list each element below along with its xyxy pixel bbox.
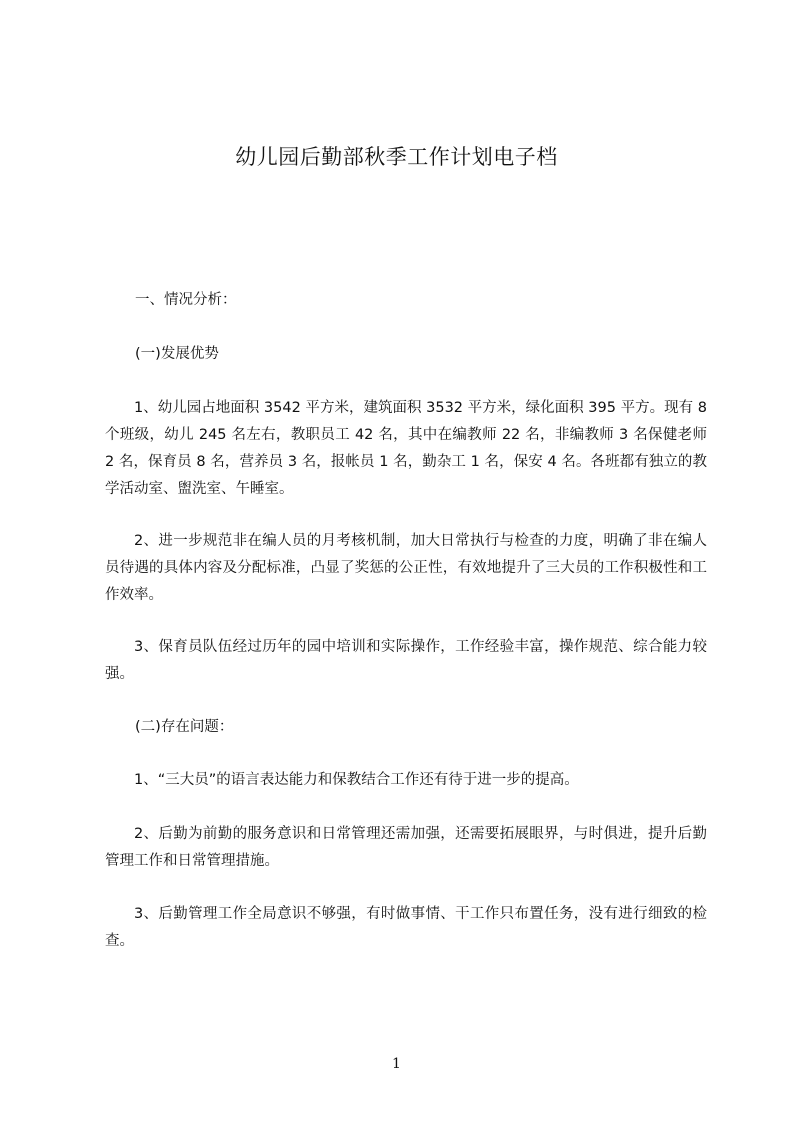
- document-title: 幼儿园后勤部秋季工作计划电子档: [235, 145, 558, 169]
- problem-paragraph-3: 3、后勤管理工作全局意识不够强，有时做事情、干工作只布置任务，没有进行细致的检查。: [105, 906, 707, 949]
- advantage-paragraph-1: 1、幼儿园占地面积 3542 平方米，建筑面积 3532 平方米，绿化面积 395 平方。现有 8 个班级，幼儿 245 名左右，教职员工 42 名，其中在编教师 22 名，非编教师 3 名保健老师 2 名，保育员 8 名，营养员 3 名，报帐员 1 名，勤杂工 1 名，保安 4 名。各班都有独立的教学活动室、盥洗室、午睡室。: [105, 400, 707, 497]
- page-number: 1: [392, 1056, 401, 1072]
- advantage-paragraph-3: 3、保育员队伍经过历年的园中培训和实际操作，工作经验丰富，操作规范、综合能力较强。: [105, 639, 707, 682]
- problem-paragraph-1: 1、“三大员”的语言表达能力和保教结合工作还有待于进一步的提高。: [134, 772, 579, 788]
- subsection-heading-advantages: (一)发展优势: [135, 346, 219, 362]
- section-heading-situation-analysis: 一、情况分析：: [135, 292, 237, 308]
- advantage-paragraph-2: 2、进一步规范非在编人员的月考核机制，加大日常执行与检查的力度，明确了非在编人员待遇的具体内容及分配标准，凸显了奖惩的公正性，有效地提升了三大员的工作积极性和工作效率。: [105, 533, 707, 603]
- subsection-heading-problems: (二)存在问题：: [135, 719, 234, 735]
- problem-paragraph-2: 2、后勤为前勤的服务意识和日常管理还需加强，还需要拓展眼界，与时俱进，提升后勤管理工作和日常管理措施。: [105, 826, 707, 869]
